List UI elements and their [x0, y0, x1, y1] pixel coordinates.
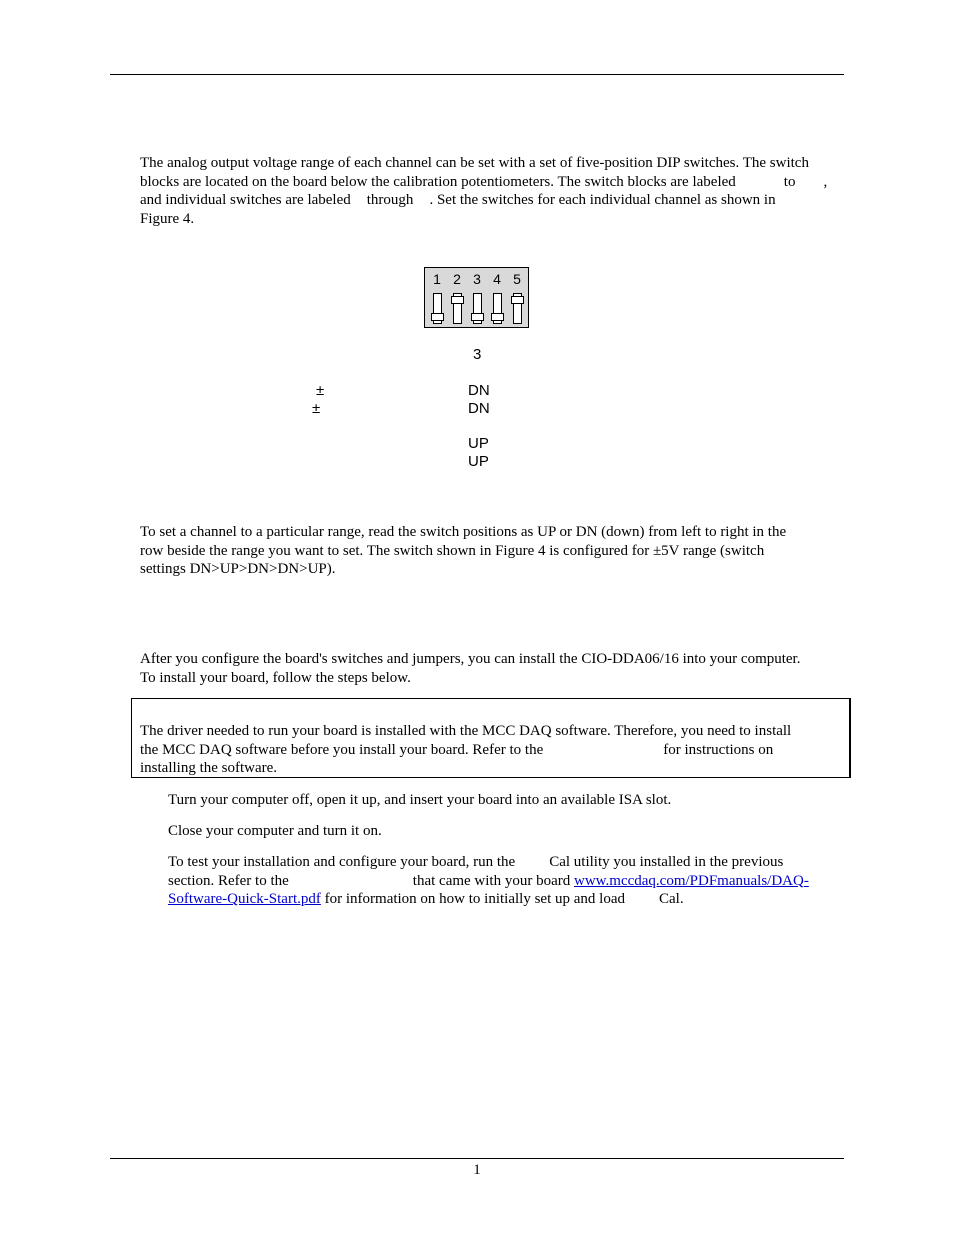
dip-switch-2 — [453, 293, 462, 324]
range-col-label: 3 — [473, 346, 482, 363]
step-3-line-3a: for information on how to initially set up and load — [324, 891, 625, 907]
range-row-3-value: UP — [468, 435, 489, 452]
set-range-line-2: row beside the range you want to set. The switch shown in Figure 4 is configured for ±5V range (switch — [140, 542, 765, 559]
intro-line-4: Figure 4. — [140, 210, 195, 227]
dip-knob-4 — [491, 313, 504, 321]
step-3-line-2a: section. Refer to the — [168, 872, 289, 889]
install-paragraph — [140, 650, 850, 687]
header-rule — [110, 74, 844, 75]
intro-paragraph — [140, 154, 850, 228]
intro-line-2 — [140, 173, 850, 192]
dip-number-4: 4 — [493, 271, 501, 287]
dip-switch-5 — [513, 293, 522, 324]
install-line-2: To install your board, follow the steps below. — [140, 669, 411, 686]
dip-knob-5 — [511, 296, 524, 304]
dip-knob-3 — [471, 313, 484, 321]
note-line-1: The driver needed to run your board is installed with the MCC DAQ software. Therefore, you need to install — [140, 723, 792, 739]
quick-start-link-part-1[interactable]: www.mccdaq.com/PDFmanuals/DAQ- — [574, 872, 809, 889]
range-row-2-symbol: ± — [312, 400, 321, 417]
intro-line-3b: through — [366, 192, 414, 208]
step-3-line-2b: that came with your board — [412, 872, 571, 889]
step-2 — [168, 822, 848, 841]
step-3-line-2 — [168, 872, 848, 891]
set-range-line-1: To set a channel to a particular range, read the switch positions as UP or DN (down) from left to right in the — [140, 524, 787, 540]
page-number: 1 — [473, 1162, 481, 1178]
quick-start-link-part-2[interactable]: Software-Quick-Start.pdf — [168, 891, 321, 907]
step-3 — [168, 853, 848, 909]
range-row-4-value: UP — [468, 453, 489, 470]
intro-line-2b: to — [783, 173, 796, 190]
dip-knob-1 — [431, 313, 444, 321]
dip-number-3: 3 — [473, 271, 481, 287]
note-line-3: installing the software. — [140, 760, 278, 776]
footer-rule — [110, 1158, 844, 1159]
range-row-2-value: DN — [468, 400, 490, 417]
dip-switch-4 — [493, 293, 502, 324]
step-3-line-1b: Cal utility you installed in the previous — [549, 854, 784, 870]
intro-line-2c: , — [823, 173, 828, 190]
intro-line-3 — [140, 191, 850, 210]
dip-number-1: 1 — [433, 271, 441, 287]
set-range-paragraph — [140, 523, 850, 579]
dip-switch-1 — [433, 293, 442, 324]
dip-switch-figure — [424, 267, 529, 328]
step-3-line-1 — [168, 853, 848, 872]
dip-switch-3 — [473, 293, 482, 324]
range-row-1-value: DN — [468, 382, 490, 399]
note-line-2 — [140, 741, 840, 760]
intro-line-3a: and individual switches are labeled — [140, 192, 351, 208]
step-1 — [168, 791, 848, 810]
note-text — [140, 722, 840, 778]
step-3-line-3b: Cal. — [659, 891, 684, 907]
intro-line-2a: blocks are located on the board below the calibration potentiometers. The switch blocks are labeled — [140, 173, 736, 190]
intro-line-1: The analog output voltage range of each channel can be set with a set of five-position DIP switches. The switch — [140, 155, 809, 171]
note-line-2b: for instructions on — [663, 741, 774, 758]
step-3-line-3 — [168, 890, 848, 909]
step-3-line-1a: To test your installation and configure your board, run the — [168, 854, 516, 870]
step-1-text: Turn your computer off, open it up, and insert your board into an available ISA slot. — [168, 792, 672, 808]
intro-line-3c: . Set the switches for each individual channel as shown in — [429, 192, 776, 208]
dip-number-5: 5 — [513, 271, 521, 287]
dip-number-2: 2 — [453, 271, 461, 287]
dip-knob-2 — [451, 296, 464, 304]
range-row-1-symbol: ± — [316, 382, 325, 399]
step-2-text: Close your computer and turn it on. — [168, 823, 382, 839]
note-line-2a: the MCC DAQ software before you install your board. Refer to the — [140, 741, 544, 758]
install-line-1: After you configure the board's switches and jumpers, you can install the CIO-DDA06/16 into your computer. — [140, 651, 801, 667]
set-range-line-3: settings DN>UP>DN>DN>UP). — [140, 561, 336, 577]
